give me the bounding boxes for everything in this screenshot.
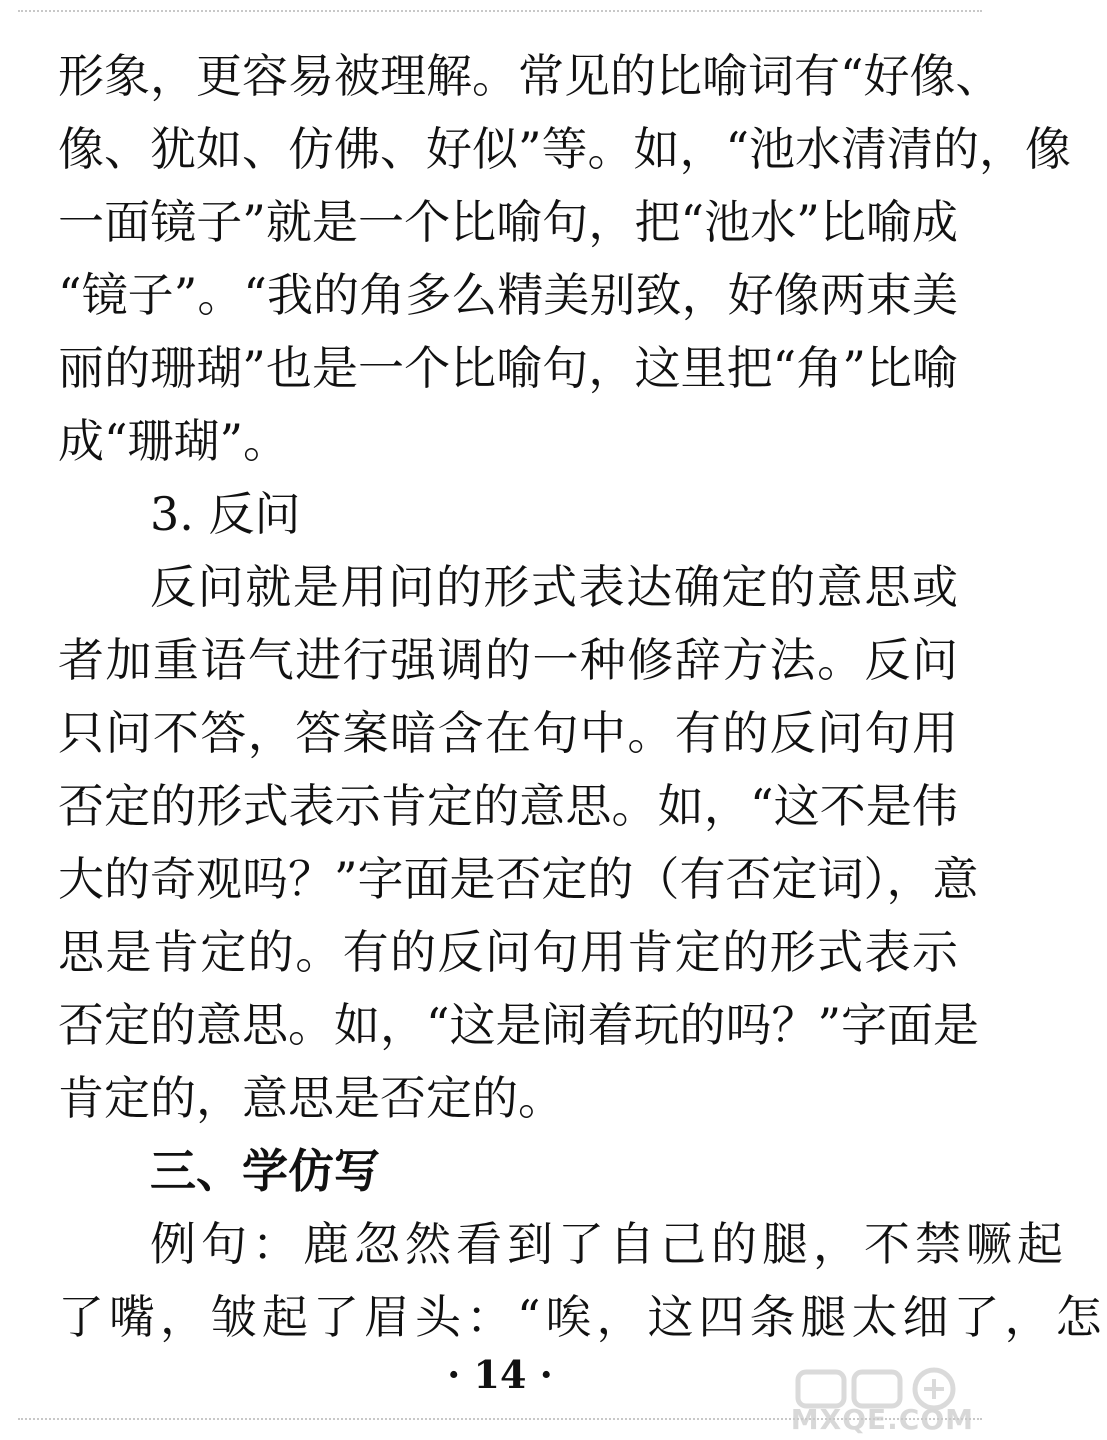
section-3-line-4: 否定的形式表示肯定的意思。如，“这不是伟 [58, 779, 958, 833]
top-border-rule [18, 10, 982, 12]
bottom-border-rule [18, 1418, 982, 1420]
section-3-line-8: 肯定的，意思是否定的。 [58, 1071, 564, 1125]
body-line-2: 像、犹如、仿佛、好似”等。如，“池水清清的，像 [58, 122, 1072, 176]
section-3-line-1: 反问就是用问的形式表达确定的意思或 [150, 560, 958, 614]
section-3-line-3: 只问不答，答案暗含在句中。有的反问句用 [58, 706, 958, 760]
section-three-heading: 三、学仿写 [150, 1144, 380, 1198]
example-line-1: 例句：鹿忽然看到了自己的腿，不禁噘起 [150, 1217, 1068, 1271]
example-line-2: 了嘴，皱起了眉头：“唉，这四条腿太细了，怎 [58, 1290, 1107, 1344]
section-3-line-2: 者加重语气进行强调的一种修辞方法。反问 [58, 633, 958, 687]
section-3-line-5: 大的奇观吗？”字面是否定的（有否定词），意 [58, 852, 979, 906]
body-line-5: 丽的珊瑚”也是一个比喻句，这里把“角”比喻 [58, 341, 958, 395]
section-3-heading: 3. 反问 [150, 487, 301, 541]
body-line-3: 一面镜子”就是一个比喻句，把“池水”比喻成 [58, 195, 958, 249]
body-line-4: “镜子”。“我的角多么精美别致，好像两束美 [58, 268, 958, 322]
page-text [58, 40, 1107, 1354]
body-line-6: 成“珊瑚”。 [58, 414, 290, 468]
page-number: · 14 · [447, 1352, 553, 1397]
section-3-line-6: 思是肯定的。有的反问句用肯定的形式表示 [58, 925, 958, 979]
watermark-text: MXQE.COM [790, 1403, 974, 1436]
section-3-line-7: 否定的意思。如，“这是闹着玩的吗？”字面是 [58, 998, 980, 1052]
body-line-1: 形象，更容易被理解。常见的比喻词有“好像、 [58, 49, 1002, 103]
watermark [774, 1366, 974, 1436]
